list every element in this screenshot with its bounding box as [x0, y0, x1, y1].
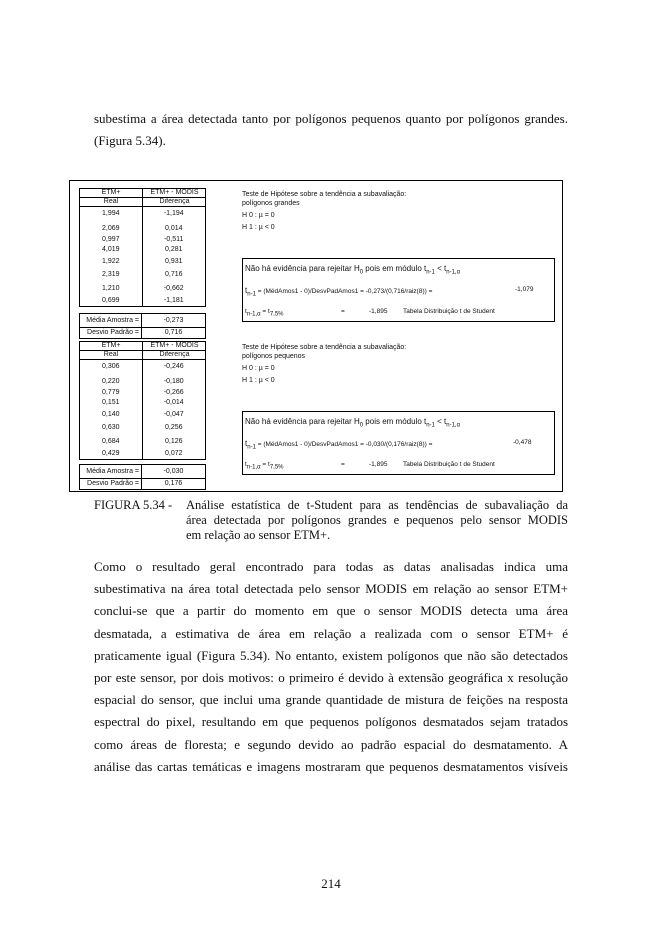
table-row — [80, 223, 205, 235]
cell-real: 2,319 — [80, 269, 143, 281]
header-etm-real — [80, 342, 143, 359]
table-row — [80, 398, 205, 408]
sd-value: 0,716 — [164, 328, 183, 336]
cell-real: 0,630 — [80, 422, 143, 434]
text-line: espectral do pixel, resultando em que pequenos polígonos desmatados sejam tratados — [94, 714, 568, 730]
data-table-small — [79, 341, 206, 490]
test-result-box-large — [242, 258, 555, 322]
table-row — [80, 407, 205, 422]
cell-diff: 0,072 — [164, 450, 183, 457]
cell-diff: -0,266 — [163, 389, 184, 396]
table-row — [80, 360, 205, 376]
text: = t — [260, 308, 270, 315]
cell-real: 2,069 — [80, 223, 143, 235]
table-body — [79, 207, 206, 307]
text: Não há evidência para rejeitar H — [245, 417, 360, 426]
header-etm-real — [80, 189, 143, 206]
test-title: Teste de Hipótese sobre a tendência a subavaliação: — [242, 191, 407, 198]
table-row — [80, 376, 205, 388]
text: pois em módulo t — [363, 264, 427, 273]
table-header — [79, 341, 206, 360]
subheader-label: Real — [80, 350, 142, 359]
text: n-1 — [426, 269, 435, 276]
cell-diff: -0,662 — [163, 285, 184, 292]
cell-diff: -0,246 — [163, 363, 184, 370]
text: Não há evidência para rejeitar H — [245, 264, 360, 273]
table-body — [79, 360, 206, 460]
cell-diff: -1,194 — [163, 210, 184, 217]
mean-value: -0,030 — [163, 467, 184, 475]
text: = — [341, 308, 345, 315]
header-difference — [143, 189, 206, 206]
text-line: desmatada, a estimativa de área em relação a realizada com o sensor ETM+ é — [94, 625, 568, 641]
table-row — [80, 296, 205, 306]
test-title: Teste de Hipótese sobre a tendência a subavaliação: — [242, 344, 407, 351]
cell-diff: -1,181 — [163, 297, 184, 304]
text: = (MédAmos1 - 0)/DesvPadAmos1 = -0,030/(0,176/raiz(8)) = — [255, 441, 433, 448]
table-reference: Tabela Distribuição t de Student — [403, 308, 495, 315]
table-row — [80, 281, 205, 296]
alternative-hypothesis: H 1 : µ < 0 — [242, 377, 275, 384]
cell-real: 0,779 — [80, 388, 143, 398]
conclusion-line — [245, 417, 460, 429]
table-row — [80, 388, 205, 398]
text: n-1,α — [246, 311, 261, 318]
text: 0 — [359, 269, 364, 276]
subheader-label: Diferença — [143, 350, 206, 359]
table-row — [80, 269, 205, 281]
text: pois em módulo t — [363, 417, 427, 426]
text: = — [341, 461, 345, 468]
cell-real: 0,140 — [80, 407, 143, 422]
text: 7,5% — [269, 311, 284, 318]
table-summary — [79, 313, 206, 339]
table-row — [80, 207, 205, 223]
intro-paragraph — [94, 108, 568, 151]
text: < t — [434, 417, 447, 426]
cell-diff: -0,014 — [163, 398, 184, 406]
sd-label: Desvio Padrão = — [80, 479, 142, 489]
test-subtitle: polígonos grandes — [242, 200, 300, 207]
text-line: (Figura 5.34). — [94, 132, 166, 148]
text-line: por este sensor, por dois motivos: o primeiro é devido à extensão geográfica x resolução — [94, 670, 568, 686]
text-line: subestima a área detectada tanto por polígonos pequenos quanto por polígonos grandes. — [94, 111, 568, 126]
table-summary — [79, 464, 206, 490]
null-hypothesis: H 0 : µ = 0 — [242, 212, 275, 219]
cell-diff: 0,256 — [164, 424, 183, 431]
cell-real: 0,684 — [80, 434, 143, 449]
cell-real: 0,151 — [80, 398, 143, 408]
critical-value: -1,895 — [369, 308, 388, 315]
text: 0 — [359, 422, 364, 429]
cell-real: 0,429 — [80, 449, 143, 459]
cell-real: 1,210 — [80, 281, 143, 296]
sd-value: 0,176 — [164, 479, 183, 487]
cell-real: 0,997 — [80, 235, 143, 245]
text-line: praticamente igual (Figura 5.34). No entanto, existem polígonos que não são detectados — [94, 647, 568, 663]
caption-line: em relação ao sensor ETM+. — [186, 528, 331, 542]
cell-diff: -0,047 — [163, 411, 184, 418]
cell-diff: -0,511 — [164, 236, 184, 243]
hypothesis-test-large — [242, 190, 406, 234]
caption-line: Análise estatística de t-Student para as tendências de subavaliação da — [186, 498, 568, 512]
sd-label: Desvio Padrão = — [80, 328, 142, 338]
mean-row — [80, 465, 205, 479]
mean-label: Média Amostra = — [80, 314, 142, 327]
table-row — [80, 254, 205, 269]
caption-line: área detectada por polígonos grandes e pequenos pelo sensor MODIS — [186, 513, 568, 527]
conclusion-line — [245, 264, 460, 276]
header-label: ETM+ — [101, 342, 121, 349]
text: t — [245, 286, 248, 295]
cell-real: 1,922 — [80, 254, 143, 269]
caption-label: FIGURA 5.34 - — [94, 498, 173, 512]
test-result-box-small — [242, 411, 555, 475]
cell-diff: 0,014 — [164, 225, 183, 232]
cell-real: 0,220 — [80, 376, 143, 388]
text: n-1 — [247, 291, 256, 298]
text-line: espacial do sensor, que inclui uma grande quantidade de mistura de feições na resposta — [94, 692, 568, 708]
cell-real: 4,019 — [80, 245, 143, 255]
critical-line — [245, 308, 495, 318]
text-line: conclui-se que a partir do momento em que o sensor MODIS detecta uma área — [94, 603, 568, 619]
table-row — [80, 434, 205, 449]
subheader-label: Diferença — [143, 197, 206, 206]
statistic-line — [245, 439, 532, 451]
text: n-1 — [426, 422, 435, 429]
alternative-hypothesis: H 1 : µ < 0 — [242, 224, 275, 231]
text: n-1 — [247, 444, 256, 451]
sd-row — [80, 479, 205, 489]
text: 7,5% — [269, 464, 284, 471]
table-row — [80, 235, 205, 245]
null-hypothesis: H 0 : µ = 0 — [242, 365, 275, 372]
subheader-label: Real — [80, 197, 142, 206]
text-line: análise das cartas temáticas e imagens mostraram que pequenos desmatamentos visíveis — [94, 758, 568, 774]
page-number: 214 — [321, 876, 341, 891]
statistic-value: -1,079 — [515, 286, 534, 293]
cell-real: 0,699 — [80, 296, 143, 306]
cell-diff: 0,716 — [164, 271, 183, 278]
critical-value: -1,895 — [369, 461, 388, 468]
table-row — [80, 245, 205, 255]
table-row — [80, 449, 205, 459]
hypothesis-test-small — [242, 343, 406, 387]
text: t — [245, 461, 247, 468]
data-table-large — [79, 188, 206, 339]
cell-diff: 0,126 — [164, 438, 183, 445]
sd-row — [80, 328, 205, 338]
header-label: ETM+ - MODIS — [150, 189, 199, 196]
text: n-1,α — [446, 269, 461, 276]
text-line: como áreas de floresta; e segundo devido ao padrão espacial do desmatamento. A — [94, 736, 568, 752]
critical-line — [245, 461, 495, 471]
mean-row — [80, 314, 205, 328]
cell-diff: 0,931 — [164, 258, 183, 265]
mean-value: -0,273 — [163, 316, 184, 324]
text: t — [245, 308, 247, 315]
text: n-1,α — [246, 464, 261, 471]
header-label: ETM+ - MODIS — [150, 342, 199, 349]
caption-text — [186, 498, 568, 543]
test-subtitle: polígonos pequenos — [242, 353, 306, 360]
table-reference: Tabela Distribuição t de Student — [403, 461, 495, 468]
text-line: Como o resultado geral encontrado para todas as datas analisadas indica uma — [94, 559, 568, 574]
cell-diff: -0,180 — [163, 378, 184, 385]
text: = (MédAmos1 - 0)/DesvPadAmos1 = -0,273/(0,716/raiz(8)) = — [255, 288, 433, 295]
cell-diff: 0,281 — [164, 245, 183, 253]
body-paragraph — [94, 556, 568, 778]
table-header — [79, 188, 206, 207]
cell-real: 1,994 — [80, 207, 143, 223]
mean-label: Média Amostra = — [80, 465, 142, 478]
table-row — [80, 422, 205, 434]
statistic-value: -0,478 — [513, 439, 532, 446]
cell-real: 0,306 — [80, 360, 143, 376]
figure-5-34 — [69, 180, 563, 492]
text: = t — [260, 461, 270, 468]
text: < t — [434, 264, 447, 273]
header-difference — [143, 342, 206, 359]
text: n-1,α — [446, 422, 461, 429]
text: t — [245, 439, 248, 448]
header-label: ETM+ — [101, 189, 121, 196]
text-line: subestimativa na área total detectada pelo sensor MODIS em relação ao sensor ETM+ — [94, 581, 568, 597]
statistic-line — [245, 286, 534, 298]
